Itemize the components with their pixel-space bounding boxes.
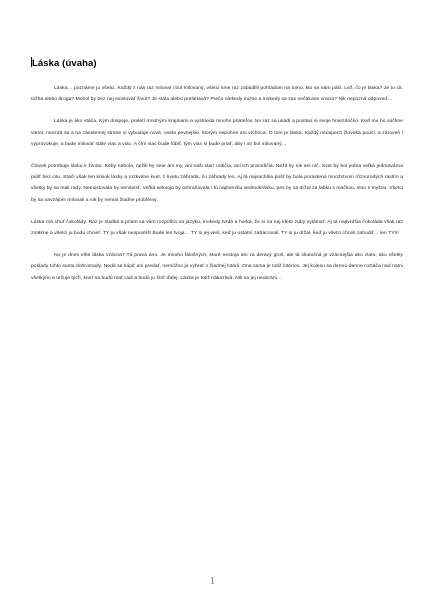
paragraph-4: Láska má chuť čokolády. Raz je sladká a priam sa vám rozpúšťa na jazyku, inokedy tvrdá a horká, že si na nej idete zuby vylámať. Aj tá najtvrdšia čokoláda však raz zmäkne a všetci ju budú chcieť. TY ju však neopustíš! Bude len tvoja… TY si jej veril, keď ju ostatní zatracovali, TY si ju držal, keď ju všetci chceli zahodiť… len TY!!!	[31, 219, 403, 236]
paragraph-3: Človek potrebuje lásku k životu. Keby nebola, nežili by sme ani my, ani naši starí rodičia, ani ich prarodičia. Nežil by nik ani nič. Svet by bol jedna veľká jednotvárna púšť bez citu. Stačí však len kúsok lásky a rozkvitne kvet, z kvetu záhrada, zo záhrady les. Aj tá najsuchšia púšť by bola porastená množstvom rôznorodých rastlín a všetky by sa mali rady. Neexistovala by nenávisť. Veľká sekvoja by ochraňovala i tú najmenšiu sedmokrásku, pes by sa držal za labku s mačkou, slon s myšou. Všetci by sa navzájom milovali a nik by nemal žiadne problémy.	[31, 164, 403, 203]
paragraph-5: No je dnes ešte láska vzácna? Tá pravá áno. Je mnoho falošných, ktoré nestoja ani za deravý groš, ale tá skutočná je vzácnejšia ako zlato, ako všetky poklady tohto sveta dohromady. Nedá sa kúpiť ani predať, nemôžno ju vyhrať v žiadnej lotérii. Ona sama je totiž lotériou. Jej koleso sa denno-denne roztáča nad nami všetkými a určuje tých, ktorí sa budú mať radi a budú ju šíriť ďalej. Láska je totiž nákazlivá. Nik sa jej neubráni…	[31, 253, 403, 281]
document-title-text[interactable]: Láska (úvaha)	[32, 58, 97, 69]
document-body[interactable]	[31, 83, 403, 295]
page-number: 1	[210, 576, 215, 587]
document-title	[31, 57, 97, 69]
paragraph-2: Láska je ako vtáča. Kým dospeje, preletí mnohými krajinami a vystrieda mnoho priateľov. No raz sa usadí a postaví si svoje hniezdočko. Keď mu ho súčkne vietor, nevzdá sa a na závetemej strane si vybuduje nové, ovela pevnejšie, ktorým nepohne ani víchrica. O tom je láska. Každý neúspech človeka poučí, a zároveň i vyprovokuje, a bude milovať stále viac a viac. A čím viac bude ľúbiť, tým viac si bude priať, aby i on bol milovaný…	[31, 119, 403, 147]
paragraph-1: Láska… poznáme ju všetci. Každý z nás raz miloval i bol milovaný, všetci sme raz zabúdlili pohľadom na tomo, kto sa nám páči. Lež, čo je láska? Je to cit, túžba alebo droga? Mohol by bez nej existovať život? Je stála alebo prelietavá? Prečo niekedy mizne a inokedy sa zas nečakane vracia? Nik nepozná odpoveď…	[31, 86, 403, 103]
